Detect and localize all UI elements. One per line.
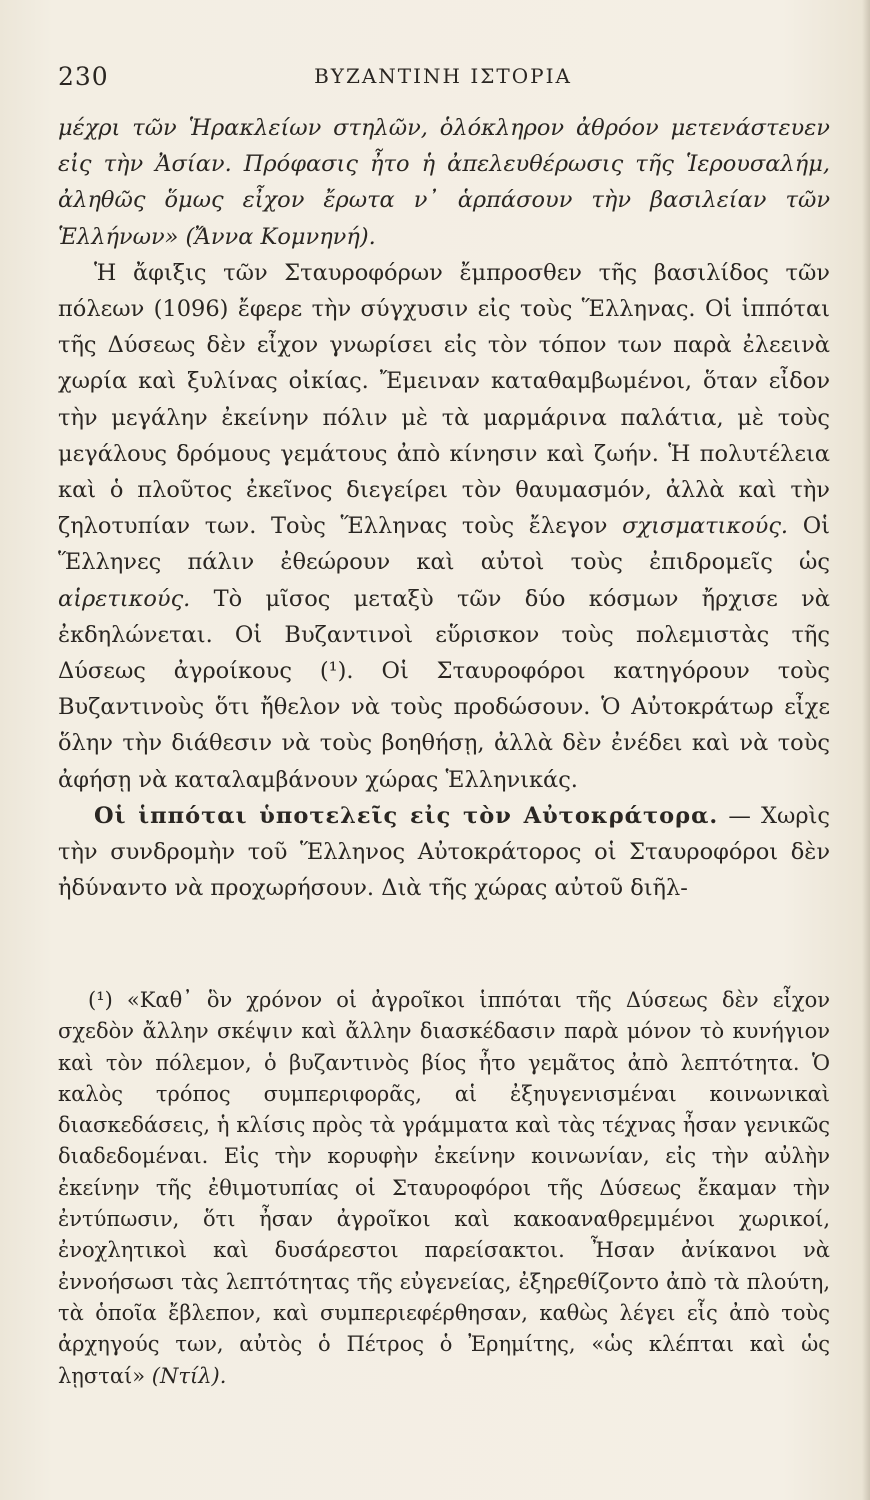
page-edge-shadow: [862, 0, 870, 1500]
emphasis-heretics: αἱρετικούς.: [58, 585, 191, 612]
paragraph-text: Ἡ ἄφιξις τῶν Σταυροφόρων ἔμπροσθεν τῆς βασιλίδος τῶν πόλεων (1096) ἔφερε τὴν σύγχυσιν εἰς τοὺς Ἕλληνας. Οἱ ἱππόται τῆς Δύσεως δὲν εἶχον γνωρίσει εἰς τὸν τόπον των παρὰ ἐλεεινὰ χωρία καὶ ξυλίνας οἰκίας. Ἔμειναν καταθαμβωμένοι, ὅταν εἶδον τὴν μεγάλην ἐκείνην πόλιν μὲ τὰ μαρμάρινα παλάτια, μὲ τοὺς μεγάλους δρόμους γεμάτους ἀπὸ κίνησιν καὶ ζωήν. Ἡ πολυτέλεια καὶ ὁ πλοῦτος ἐκεῖνος διεγείρει τὸν θαυμασμόν, ἀλλὰ καὶ τὴν ζηλοτυπίαν των. Τοὺς Ἕλληνας τοὺς ἔλεγον: [58, 259, 830, 540]
footnote-text: (¹) «Καθ᾿ ὃν χρόνον οἱ ἀγροῖκοι ἱππόται τῆς Δύσεως δὲν εἶχον σχεδὸν ἄλλην σκέψιν καὶ ἄλλην διασκέδασιν παρὰ μόνον τὸ κυνήγιον καὶ τὸν πόλεμον, ὁ βυζαντινὸς βίος ἦτο γεμᾶτος ἀπὸ λεπτότητα. Ὁ καλὸς τρόπος συμπεριφορᾶς, αἱ ἐξηυγενισμέναι κοινωνικαὶ διασκεδάσεις, ἡ κλίσις πρὸς τὰ γράμματα καὶ τὰς τέχνας ἦσαν γενικῶς διαδεδομέναι. Εἰς τὴν κορυφὴν ἐκείνην κοινωνίαν, εἰς τὴν αὐλὴν ἐκείνην τῆς ἐθιμοτυπίας οἱ Σταυροφόροι τῆς Δύσεως ἔκαμαν τὴν ἐντύπωσιν, ὅτι ἦσαν ἀγροῖκοι καὶ κακοαναθρεμμένοι χωρικοί, ἐνοχλητικοὶ καὶ δυσάρεστοι παρείσακτοι. Ἦσαν ἀνίκανοι νὰ ἐννοήσωσι τὰς λεπτότητας τῆς εὐγενείας, ἐξηρεθίζοντο ἀπὸ τὰ πλούτη, τὰ ὁποῖα ἔβλεπον, καὶ συμπεριεφέρθησαν, καθὼς λέγει εἷς ἀπὸ τοὺς ἀρχηγούς των, αὐτὸς ὁ Πέτρος ὁ Ἐρημίτης, «ὡς κλέπται καὶ ὡς λῃσταί»: [58, 988, 830, 1388]
footnote-source: (Ντίλ).: [151, 1363, 227, 1388]
quote-text: μέχρι τῶν Ἡρακλείων στηλῶν, ὁλόκληρον ἀθρόον μετενάστευεν εἰς τὴν Ἀσίαν. Πρόφασις ἦτο ἡ ἀπελευθέρωσις τῆς Ἱερουσαλήμ, ἀληθῶς ὅμως εἶχον ἔρωτα ν᾿ ἁρπάσουν τὴν βασιλείαν τῶν Ἑλλήνων» (Ἄννα Κομνηνή).: [58, 115, 830, 250]
paragraph-text: Οἱ Ἕλληνες πάλιν ἐθεώρουν καὶ αὐτοὶ τοὺς ἐπιδρομεῖς ὡς: [58, 513, 830, 576]
quote-paragraph: [58, 110, 830, 255]
footnote-1: [58, 985, 830, 1392]
paragraph-text: Τὸ μῖσος μεταξὺ τῶν δύο κόσμων ἤρχισε νὰ ἐκδηλώνεται. Οἱ Βυζαντινοὶ εὕρισκον τοὺς πολεμιστὰς τῆς Δύσεως ἀγροίκους (¹). Οἱ Σταυροφόροι κατηγόρουν τοὺς Βυζαντινοὺς ὅτι ἤθελον νὰ τοὺς προδώσουν. Ὁ Αὐτοκράτωρ εἶχε ὅλην τὴν διάθεσιν νὰ τοὺς βοηθήσῃ, ἀλλὰ δὲν ἐνέδει καὶ νὰ τοὺς ἀφήσῃ νὰ καταλαμβάνουν χώρας Ἑλληνικάς.: [58, 585, 830, 793]
paragraph-knights: [58, 798, 830, 907]
paragraph-text: — Χωρὶς τὴν συνδρομὴν τοῦ Ἕλληνος Αὐτοκράτορος οἱ Σταυροφόροι δὲν ἠδύναντο νὰ προχωρήσουν. Διὰ τῆς χώρας αὐτοῦ διῆλ-: [58, 802, 830, 902]
running-head: ΒΥΖΑΝΤΙΝΗ ΙΣΤΟΡΙΑ: [314, 64, 572, 88]
page-header: [58, 62, 828, 102]
page-number: 230: [58, 62, 109, 91]
emphasis-schismatics: σχισματικούς.: [622, 513, 789, 540]
paragraph-arrival: [58, 255, 830, 798]
section-title: Οἱ ἱππόται ὑποτελεῖς εἰς τὸν Αὐτοκράτορα.: [94, 802, 719, 829]
main-text: [58, 110, 830, 906]
footnotes: [58, 985, 830, 1392]
